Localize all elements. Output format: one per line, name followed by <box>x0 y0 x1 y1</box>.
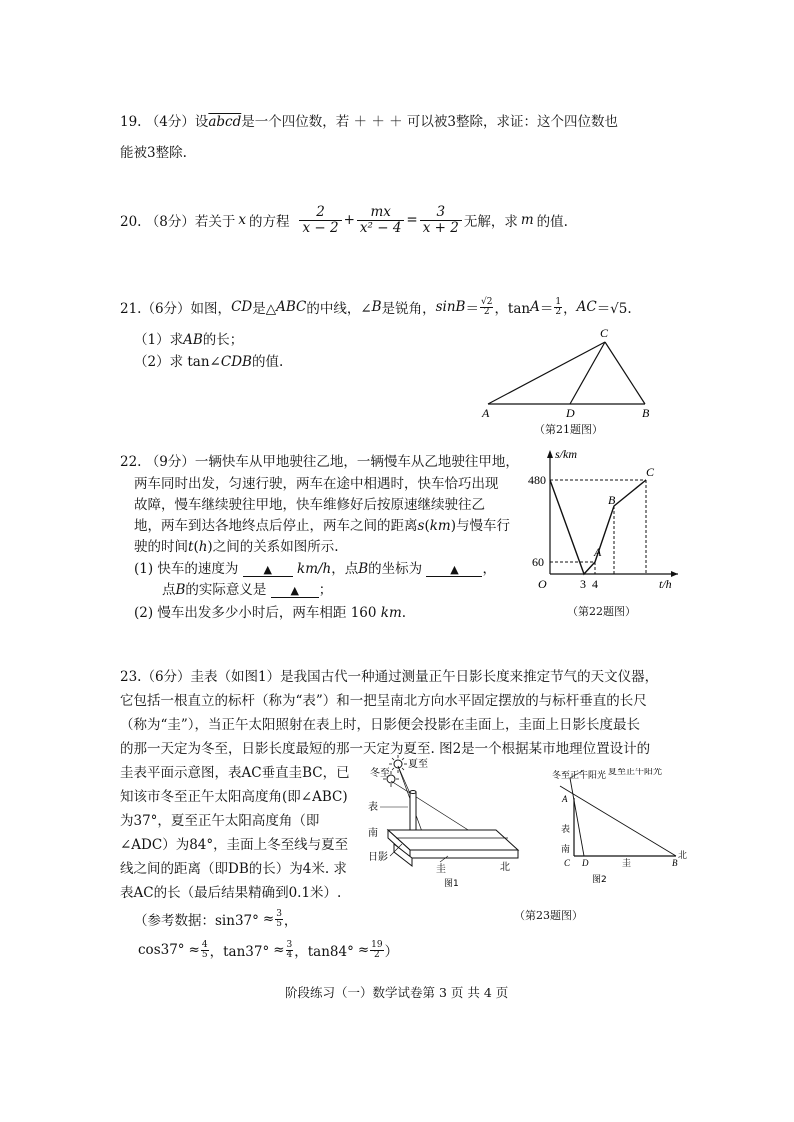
q21-d: ABC <box>276 299 307 315</box>
q23-fig1-winter: 冬至 <box>370 768 390 779</box>
q23-fig2-bei: 北 <box>678 851 688 861</box>
q22-s2 <box>134 601 406 621</box>
q23-ref2-b: ，tan37° <box>209 944 270 960</box>
q22-s1h: B <box>175 582 186 598</box>
q23-fig2-summer-sun: 夏至正午阳光 <box>608 768 663 777</box>
q23-fig2-gui: 圭 <box>622 859 632 869</box>
q22-x-arrow <box>671 571 678 577</box>
q21-sin-num: √2 <box>480 296 493 307</box>
q23-l9: 线之间的距离（即DB的长）为4米. 求 <box>120 861 347 877</box>
q22-s1e: 的坐标为 <box>368 561 423 577</box>
q21-side-cb <box>605 342 645 404</box>
q20-var-m: m <box>520 212 534 228</box>
q21-tan-frac <box>554 298 562 317</box>
q20-frac3-num: 3 <box>420 205 462 220</box>
q23-fig1-gui: 圭 <box>436 864 446 875</box>
q23-tan84-frac <box>370 941 383 960</box>
q22-blank-speed: ▲ <box>243 563 293 577</box>
q23-approx-3: ≈ <box>273 942 285 958</box>
q20-frac2 <box>357 205 405 234</box>
q22-s1i: 的实际意义是 <box>185 582 267 598</box>
q22-y480: 480 <box>528 473 546 487</box>
q23-caption: （第23题图） <box>514 909 583 922</box>
q22-y-arrow <box>547 450 553 458</box>
q21-a: 21.（6分）如图， <box>120 301 232 317</box>
q22-point-a: A <box>594 545 602 559</box>
q23-fig1-base-front <box>410 850 518 858</box>
q23-fig1-summer: 夏至 <box>408 759 428 770</box>
q23-sin-num: 3 <box>276 908 282 919</box>
q22-origin: O <box>538 577 547 591</box>
q21-line <box>120 290 632 324</box>
q22-y60: 60 <box>532 555 544 569</box>
q23-fig2-label-d: D <box>582 858 589 868</box>
q22-s1c: ，点 <box>331 561 359 577</box>
q23-sin-den: 5 <box>276 918 282 929</box>
q22-l4b: s <box>417 518 425 534</box>
q23-approx-4: ≈ <box>357 942 370 958</box>
q22-l3: 故障，慢车继续驶往甲地，快车维修好后按原速继续驶往乙 <box>134 497 485 513</box>
q23-ref-line2 <box>138 935 398 965</box>
q23-tan84-den: 2 <box>374 949 380 960</box>
q22-l2: 两车同时出发，匀速行驶，两车在途中相遇时，快车恰巧出现 <box>134 476 499 492</box>
q23-fig1-biao: 表 <box>368 802 378 813</box>
q19-overline-var: abcd <box>208 114 242 130</box>
q23-sin-frac <box>275 910 283 929</box>
q22-l4 <box>134 514 510 534</box>
q20-frac1-num: 2 <box>299 205 341 220</box>
q23-fig1-label: 图1 <box>444 879 459 889</box>
q22-caption: （第22题图） <box>567 605 636 618</box>
q21-i: ＝ <box>465 301 479 317</box>
q20-end: 的值. <box>536 214 568 230</box>
q22-l1: 22. （9分）一辆快车从甲地驶往乙地，一辆慢车从乙地驶往甲地， <box>120 454 519 470</box>
q21-j: ，tan <box>494 301 531 317</box>
q21-o: ＝√5. <box>596 301 632 317</box>
q23-l3: （称为“圭”），当正午太阳照射在表上时，日影便会投影在圭面上，圭面上日影长度最长 <box>120 717 641 733</box>
q21-label-d: D <box>566 406 575 420</box>
q20-prefix: 20. （8分）若关于 <box>120 214 236 230</box>
q23-approx-1: ≈ <box>262 911 275 927</box>
q23-tan37-frac <box>286 941 294 960</box>
q22-blank-meaning: ▲ <box>271 584 319 598</box>
q21-m: ， <box>563 301 577 317</box>
q21-sub2 <box>134 350 283 370</box>
q22-graph <box>528 442 688 592</box>
q22-ylabel: s/km <box>555 447 577 461</box>
q21-label-a: A <box>482 406 490 420</box>
q22-s1g: 点 <box>162 582 176 598</box>
q22-x3: 3 <box>580 577 586 591</box>
q22-l4d: km <box>429 518 451 534</box>
q23-fig1-pole-top <box>410 791 416 794</box>
q23-l5: 圭表平面示意图，表AC垂直圭BC，已 <box>120 765 350 781</box>
q22-l5c: ( <box>193 539 199 555</box>
q21-sin-den: 2 <box>483 306 490 317</box>
q22-s2c: . <box>401 605 407 621</box>
q22-l4c: ( <box>424 518 430 534</box>
q21-e: 的中线，∠ <box>306 301 372 317</box>
q21-sub2-c: 的值. <box>251 354 284 370</box>
q23-ref-line1 <box>134 904 297 934</box>
q23-cos-num: 4 <box>201 939 208 950</box>
q23-ref2-d: ） <box>384 944 399 960</box>
q21-sub1-c: 的长； <box>202 332 244 348</box>
q22-point-b: B <box>608 493 616 507</box>
q22-s1 <box>134 557 496 577</box>
q23-l7: 为37°，夏至正午太阳高度角（即 <box>120 813 320 829</box>
q21-tan-den: 2 <box>555 306 562 317</box>
q20-frac1-den: x − 2 <box>302 219 339 236</box>
q23-l4: 的那一天定为冬至，日影长度最短的那一天定为夏至. 图2是一个根据某市地理位置设计的 <box>120 741 651 757</box>
page-footer: 阶段练习（一）数学试卷第 3 页 共 4 页 <box>285 985 509 1000</box>
q23-cos-frac <box>201 941 209 960</box>
q23-l6: 知该市冬至正午太阳高度角(即∠ABC) <box>120 789 348 805</box>
q23-l1: 23.（6分）圭表（如图1）是我国古代一种通过测量正午日影长度来推定节气的天文仪器， <box>120 669 659 685</box>
q22-point-c: C <box>646 465 655 479</box>
q22-l5 <box>134 535 338 555</box>
q23-approx-2: ≈ <box>188 942 200 958</box>
q23-fig2-label-b: B <box>672 858 678 868</box>
q23-l10: 表AC的长（最后结果精确到0.1米）. <box>120 885 342 901</box>
q23-fig1-riying: 日影 <box>368 852 388 863</box>
q21-sub1-b: AB <box>183 332 203 348</box>
q21-n: AC <box>576 299 597 315</box>
q23-figure2 <box>552 768 694 886</box>
q21-k: A <box>530 299 540 315</box>
q19-text-b: 是一个四位数，若 ＋ ＋ ＋ 可以被3整除，求证：这个四位数也 <box>241 114 619 130</box>
q22-s1f: ， <box>482 561 496 577</box>
q22-s2b: km <box>380 605 402 621</box>
q21-g: 是锐角， <box>381 301 436 317</box>
q20-frac3-den: x + 2 <box>422 219 459 236</box>
q20-eq: = <box>406 212 418 228</box>
q22-l5e: )之间的关系如图所示. <box>207 539 339 555</box>
q21-c: 是△ <box>252 301 277 317</box>
q23-ref2-c: ，tan84° <box>294 944 354 960</box>
q22-s1d: B <box>358 561 369 577</box>
q21-sub1 <box>134 328 243 348</box>
q22-l5b: t <box>188 539 194 555</box>
q23-ref2-a: cos37° <box>138 942 185 958</box>
q23-cos-den: 5 <box>201 949 208 960</box>
q22-blank-coord: ▲ <box>426 563 482 577</box>
q21-h: sinB <box>435 299 466 315</box>
q19-line1 <box>120 110 618 130</box>
q22-l4a: 地，两车到达各地终点后停止，两车之间的距离 <box>134 518 418 534</box>
q23-tan84-num: 19 <box>371 939 383 950</box>
q22-l5a: 驶的时间 <box>134 539 188 555</box>
q21-caption: （第21题图） <box>534 423 603 436</box>
q22-l4e: )与慢车行 <box>450 518 510 534</box>
q21-l: ＝ <box>539 301 554 317</box>
q23-summer-sun-rays <box>389 755 407 773</box>
q22-s1b: km/h <box>297 561 332 577</box>
q22-s1j: ； <box>318 582 333 598</box>
q23-l8: ∠ADC）为84°，圭面上冬至线与夏至 <box>120 837 349 853</box>
q20-frac2-num: mx <box>357 205 405 220</box>
q22-xlabel: t/h <box>659 577 672 591</box>
q21-tan-num: 1 <box>555 296 562 307</box>
q23-ref-b: ， <box>283 913 298 929</box>
q20-frac1 <box>299 205 341 234</box>
q22-l5d: h <box>198 539 208 555</box>
q21-b: CD <box>231 299 253 315</box>
q23-l2: 它包括一根直立的标杆（称为“表”）和一把呈南北方向水平固定摆放的与标杆垂直的长尺 <box>120 693 647 709</box>
q23-fig2-nan: 南 <box>561 845 571 855</box>
q22-x4: 4 <box>592 577 598 591</box>
q22-s1a: (1) 快车的速度为 <box>134 561 239 577</box>
q20-frac3 <box>420 205 462 234</box>
q23-fig1-nan: 南 <box>368 828 378 839</box>
q23-figure1 <box>368 752 530 890</box>
q21-label-c: C <box>600 326 609 340</box>
q23-tan37-num: 3 <box>286 939 293 950</box>
q20-plus: + <box>343 212 355 228</box>
q23-fig1-base-top <box>388 830 518 850</box>
q23-tan37-den: 4 <box>286 949 293 960</box>
q21-f: B <box>371 299 382 315</box>
q21-sub1-a: （1）求 <box>134 332 184 348</box>
q21-sin-frac <box>480 298 493 317</box>
q23-ref-a: （参考数据：sin37° <box>134 913 259 929</box>
q23-fig1-bei: 北 <box>500 862 510 873</box>
q23-fig2-summer-ray <box>570 778 584 856</box>
q21-triangle-figure <box>470 320 670 420</box>
q23-fig2-label: 图2 <box>592 875 607 885</box>
q23-fig2-winter-sun: 冬至正午阳光 <box>552 771 607 781</box>
q22-s2a: (2) 慢车出发多少小时后，两车相距 160 <box>134 605 377 621</box>
q20-frac2-den: x² − 4 <box>359 219 402 236</box>
q21-label-b: B <box>642 406 650 420</box>
q20-suffix: 无解，求 <box>463 214 518 230</box>
q21-sub2-b: CDB <box>220 354 252 370</box>
q23-fig2-biao: 表 <box>561 825 571 835</box>
q20-mid: 的方程 <box>248 214 290 230</box>
q20-var-x: x <box>238 212 246 228</box>
q22-curve <box>550 480 646 574</box>
q19-text-a: 19. （4分）设 <box>120 114 209 130</box>
q23-fig2-label-c: C <box>564 858 571 868</box>
q21-sub2-a: （2）求 tan∠ <box>134 354 221 370</box>
q23-fig2-label-a: A <box>562 794 568 804</box>
q20-line <box>120 200 568 240</box>
q19-line2: 能被3整除. <box>120 145 187 161</box>
q22-s1-cont <box>162 578 332 598</box>
